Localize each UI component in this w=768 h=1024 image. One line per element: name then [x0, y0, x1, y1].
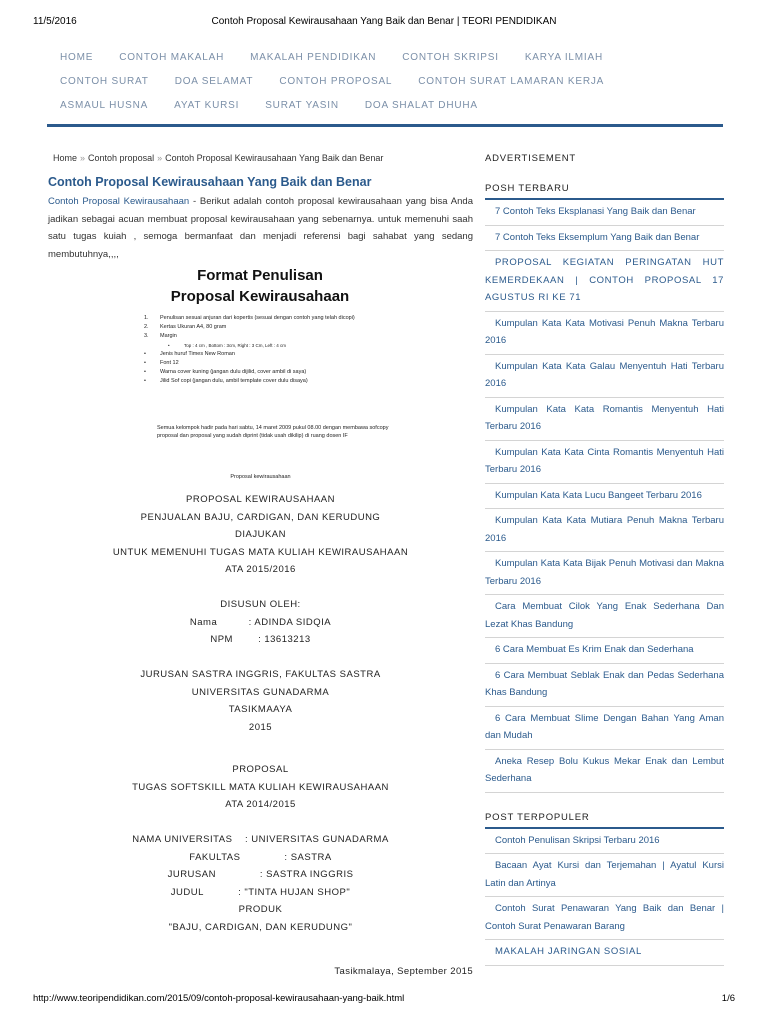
print-url: http://www.teoripendidikan.com/2015/09/contoh-proposal-kewirausahaan-yang-baik.html — [33, 993, 405, 1004]
sidebar-post-title: Kumpulan Kata Kata Mutiara Penuh Makna Terbaru 2016 — [485, 515, 724, 544]
sidebar-post-title: Contoh Surat Penawaran Yang Baik dan Benar | Contoh Surat Penawaran Barang — [485, 903, 724, 932]
sidebar-post-title: Contoh Penulisan Skripsi Terbaru 2016 — [495, 834, 660, 846]
recent-posts-heading: POSH TERBARU — [485, 180, 724, 200]
sidebar-post-title: Kumpulan Kata Kata Motivasi Penuh Makna Terbaru 2016 — [485, 317, 724, 346]
nav-item[interactable]: DOA SELAMAT — [174, 76, 254, 87]
cover-line: ATA 2014/2015 — [225, 799, 296, 810]
sidebar-post-title: 7 Contoh Teks Eksemplum Yang Baik dan Benar — [495, 231, 700, 243]
recent-posts-list — [485, 200, 724, 793]
post-title[interactable]: Contoh Proposal Kewirausahaan Yang Baik dan Benar — [48, 175, 372, 189]
sidebar-post-link[interactable] — [485, 441, 724, 484]
sidebar-post-title: 7 Contoh Teks Eksplanasi Yang Baik dan Benar — [495, 206, 696, 217]
cover-line — [48, 814, 473, 832]
intro-text: - Berikut adalah contoh proposal kewirausahaan yang bisa Anda jadikan sebagai acuan membuat proposal kewirausahaan yang sebenarnya. untuk memenuhi saah satu tugas kuiah , semoga bermanfaat dan menjadi referensi bagi sahabat yang sedang membutuhnya,,,, — [48, 196, 473, 260]
sidebar-post-link[interactable] — [485, 707, 724, 750]
cover-line: PROPOSAL — [232, 764, 289, 775]
cover-line: JUDUL : "TINTA HUJAN SHOP" — [170, 886, 351, 898]
cover-line: JURUSAN : SASTRA INGGRIS — [167, 869, 354, 880]
sidebar-post-link[interactable] — [485, 509, 724, 552]
cover-line — [48, 649, 473, 667]
cover-line: DISUSUN OLEH: — [220, 599, 301, 610]
sidebar-post-link[interactable] — [485, 638, 724, 664]
sidebar-post-title: Bacaan Ayat Kursi dan Terjemahan | Ayatul Kursi Latin dan Artinya — [485, 860, 724, 889]
cover-line — [48, 579, 473, 597]
format-heading-line1: Format Penulisan — [197, 267, 323, 284]
format-rule-text: Font 12 — [160, 360, 179, 366]
nav-item[interactable]: SURAT YASIN — [265, 100, 339, 111]
sidebar-post-title: PROPOSAL KEGIATAN PERINGATAN HUT KEMERDEKAAN | CONTOH PROPOSAL 17 AGUSTUS RI KE 71 — [485, 257, 724, 303]
sidebar-post-link[interactable] — [485, 897, 724, 940]
format-heading-line2: Proposal Kewirausahaan — [170, 288, 350, 305]
sidebar-post-title: Kumpulan Kata Kata Romantis Menyentuh Hati Terbaru 2016 — [485, 403, 724, 432]
cover-line: PROPOSAL KEWIRAUSAHAAN — [186, 494, 335, 505]
format-rule-marker: 3. — [144, 333, 149, 339]
sidebar-post-title: Kumpulan Kata Kata Cinta Romantis Menyentuh Hati Terbaru 2016 — [485, 446, 724, 475]
nav-item[interactable]: AYAT KURSI — [174, 100, 240, 111]
sidebar-post-title: Kumpulan Kata Kata Bijak Penuh Motivasi dan Makna Terbaru 2016 — [485, 558, 724, 587]
format-rule-text: Warna cover kuning (jangan dulu dijilid, cover ambil di saya) — [160, 369, 307, 375]
format-rule-item — [144, 377, 404, 386]
format-rule-item — [144, 368, 404, 377]
proposal-label: Proposal kewirausahaan — [230, 474, 291, 480]
nav-item[interactable]: MAKALAH PENDIDIKAN — [250, 52, 377, 63]
sidebar-post-link[interactable] — [485, 829, 724, 855]
cover-page-2 — [48, 761, 473, 936]
format-rule-text: Penulisan sesuai anjuran dari kopertis (sesuai dengan contoh yang telah dicopi) — [160, 315, 355, 321]
sidebar-post-link[interactable] — [485, 552, 724, 595]
nav-item[interactable]: ASMAUL HUSNA — [60, 100, 149, 111]
cover-line: UNIVERSITAS GUNADARMA — [191, 686, 330, 698]
sidebar-post-title: Kumpulan Kata Kata Lucu Bangeet Terbaru 2016 — [495, 489, 702, 501]
sidebar-post-title: Aneka Resep Bolu Kukus Mekar Enak dan Lembut Sederhana — [485, 755, 724, 784]
breadcrumb-category[interactable]: Contoh proposal — [88, 153, 155, 163]
cover-line: PENJUALAN BAJU, CARDIGAN, DAN KERUDUNG — [140, 511, 381, 523]
format-rule-marker: • — [144, 360, 146, 366]
sidebar-post-link[interactable] — [485, 595, 724, 638]
sidebar-post-link[interactable] — [485, 200, 724, 226]
print-header — [33, 16, 735, 30]
format-rule-text: Margin — [160, 333, 177, 339]
cover-line: TASIKMAAYA — [228, 704, 293, 715]
nav-item[interactable]: CONTOH SURAT — [60, 76, 149, 87]
format-rule-item — [144, 350, 404, 359]
signoff: Tasikmalaya, September 2015 — [334, 966, 473, 977]
sidebar-post-link[interactable] — [485, 664, 724, 707]
popular-posts-heading: POST TERPOPULER — [485, 809, 724, 829]
cover-line: Nama : ADINDA SIDQIA — [189, 616, 332, 628]
sidebar-post-title: 6 Cara Membuat Slime Dengan Bahan Yang Aman dan Mudah — [485, 712, 724, 741]
sidebar — [485, 150, 724, 966]
sidebar-post-link[interactable] — [485, 484, 724, 510]
nav-item[interactable]: KARYA ILMIAH — [524, 52, 603, 63]
sidebar-post-title: Kumpulan Kata Kata Galau Menyentuh Hati Terbaru 2016 — [485, 360, 724, 389]
sidebar-post-link[interactable] — [485, 398, 724, 441]
format-rule-marker: • — [168, 343, 170, 348]
advertisement-heading: ADVERTISEMENT — [485, 153, 576, 164]
breadcrumb — [53, 153, 383, 163]
format-rule-text: Kertas Ukuran A4, 80 gram — [160, 324, 227, 330]
format-rule-marker: • — [144, 351, 146, 357]
format-heading — [160, 265, 360, 307]
format-rule-text: Top : 4 cm , Bottom : 3cm, Right : 3 Cm, Left : 4 cm — [184, 343, 287, 348]
nav-item[interactable]: CONTOH SURAT LAMARAN KERJA — [418, 76, 605, 87]
print-date: 11/5/2016 — [33, 16, 77, 27]
nav-item[interactable]: DOA SHALAT DHUHA — [364, 100, 478, 111]
print-footer — [33, 993, 735, 1007]
format-rule-item — [144, 332, 404, 341]
format-rule-marker: 1. — [144, 315, 149, 321]
sidebar-post-link[interactable] — [485, 312, 724, 355]
format-rule-item — [144, 341, 404, 350]
cover-line: TUGAS SOFTSKILL MATA KULIAH KEWIRAUSAHAAN — [132, 781, 389, 793]
breadcrumb-current: Contoh Proposal Kewirausahaan Yang Baik dan Benar — [165, 153, 384, 163]
format-rule-marker: • — [144, 378, 146, 384]
cover-line: PRODUK — [238, 904, 283, 915]
sidebar-post-link[interactable] — [485, 854, 724, 897]
cover-page-1 — [48, 491, 473, 736]
cover-line: ATA 2015/2016 — [225, 564, 296, 575]
popular-posts-list — [485, 829, 724, 966]
breadcrumb-separator: » — [157, 153, 163, 163]
sidebar-post-link[interactable] — [485, 750, 724, 793]
format-rule-item — [144, 323, 404, 332]
nav-item[interactable]: CONTOH MAKALAH — [119, 52, 225, 63]
cover-line: UNTUK MEMENUHI TUGAS MATA KULIAH KEWIRAUSAHAAN — [112, 546, 409, 558]
format-rule-marker: 2. — [144, 324, 149, 330]
format-rule-text: Jenis huruf Times New Roman — [160, 351, 235, 357]
format-notice: Semua kelompok hadir pada hari sabtu, 14 maret 2009 pukul 08.00 dengan membawa sofcopy proposal dan proposal yang sudah diprint (tidak usah dikilip) di ruang dosen IF — [157, 425, 389, 439]
sidebar-post-link[interactable] — [485, 355, 724, 398]
sidebar-post-title: 6 Cara Membuat Es Krim Enak dan Sederhana — [495, 644, 694, 655]
sidebar-post-title: 6 Cara Membuat Seblak Enak dan Pedas Sederhana Khas Bandung — [485, 669, 724, 698]
cover-line: DIAJUKAN — [235, 529, 286, 540]
post-intro — [48, 193, 473, 263]
cover-line: "BAJU, CARDIGAN, DAN KERUDUNG" — [168, 921, 353, 933]
format-rule-item — [144, 359, 404, 368]
cover-line: NAMA UNIVERSITAS : UNIVERSITAS GUNADARMA — [132, 834, 389, 845]
breadcrumb-separator: » — [80, 153, 86, 163]
format-rules-list — [144, 314, 404, 386]
sidebar-post-link[interactable] — [485, 251, 724, 312]
cover-line: JURUSAN SASTRA INGGRIS, FAKULTAS SASTRA — [140, 669, 381, 680]
print-title: Contoh Proposal Kewirausahaan Yang Baik dan Benar | TEORI PENDIDIKAN — [211, 16, 557, 27]
nav-item[interactable]: HOME — [60, 52, 94, 63]
sidebar-post-link[interactable] — [485, 226, 724, 252]
print-page-number: 1/6 — [721, 993, 735, 1004]
nav-items — [47, 38, 723, 118]
format-rule-item — [144, 314, 404, 323]
cover-line: 2015 — [248, 721, 273, 733]
format-rule-marker: • — [144, 369, 146, 375]
main-navigation — [47, 38, 723, 127]
nav-item[interactable]: CONTOH PROPOSAL — [279, 76, 393, 87]
cover-line: FAKULTAS : SASTRA — [189, 851, 332, 863]
nav-item[interactable]: CONTOH SKRIPSI — [402, 52, 499, 63]
breadcrumb-home[interactable]: Home — [53, 153, 78, 163]
format-rule-text: Jilid Sof copi (jangan dulu, ambil template cover dulu disaya) — [160, 378, 308, 384]
sidebar-post-title: MAKALAH JARINGAN SOSIAL — [495, 946, 642, 957]
sidebar-post-link[interactable] — [485, 940, 724, 966]
cover-line: NPM : 13613213 — [210, 634, 311, 645]
sidebar-post-title: Cara Membuat Cilok Yang Enak Sederhana Dan Lezat Khas Bandung — [485, 601, 724, 630]
intro-lead-link[interactable]: Contoh Proposal Kewirausahaan — [48, 196, 190, 207]
